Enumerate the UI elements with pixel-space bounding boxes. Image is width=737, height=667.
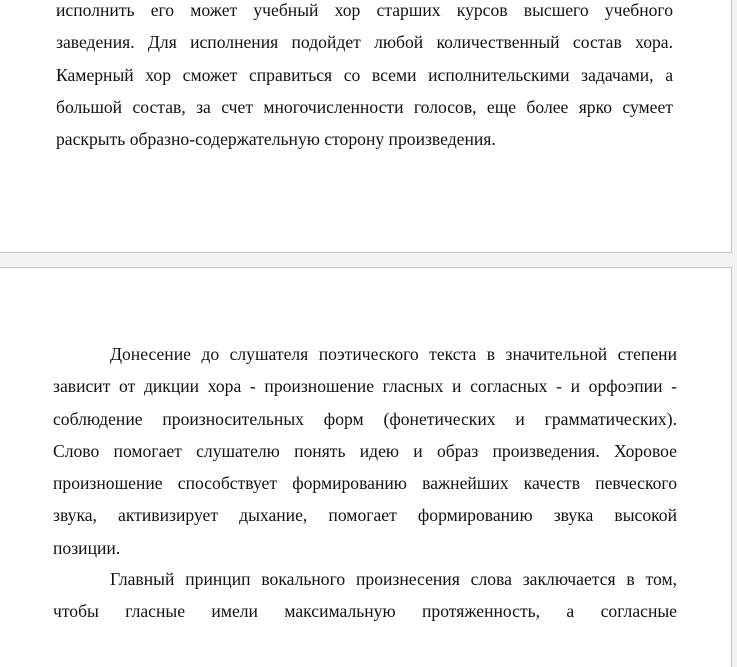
paragraph bbox=[56, 0, 673, 155]
paragraph bbox=[53, 563, 677, 628]
text-line: Главный принцип вокального произнесения слова заключается в том, bbox=[110, 569, 677, 589]
text-line: соблюдение произносительных форм (фонетических и грамматических). bbox=[53, 408, 677, 429]
text-line: Донесение до слушателя поэтического текста в значительной степени bbox=[110, 344, 677, 364]
text-line: большой состав, за счет многочисленности голосов, еще более ярко сумеет bbox=[56, 96, 673, 117]
text-line: произношение способствует формированию важнейших качеств певческого bbox=[53, 473, 677, 494]
text-line: чтобы гласные имели максимальную протяженность, а согласные bbox=[53, 601, 677, 622]
text-line: исполнить его может учебный хор старших курсов высшего учебного bbox=[56, 0, 673, 20]
text-line: раскрыть образно-содержательную сторону произведения. bbox=[56, 129, 496, 150]
document-page-2 bbox=[0, 267, 732, 667]
text-line: зависит от дикции хора - произношение гласных и согласных - и орфоэпии - bbox=[53, 376, 677, 397]
text-line: Камерный хор сможет справиться со всеми исполнительскими задачами, а bbox=[56, 64, 673, 85]
document-page-1 bbox=[0, 0, 732, 253]
text-line: позиции. bbox=[53, 537, 121, 558]
paragraph bbox=[53, 338, 677, 564]
text-line: Слово помогает слушателю понять идею и образ произведения. Хоровое bbox=[53, 440, 677, 461]
text-line: звука, активизирует дыхание, помогает формированию звука высокой bbox=[53, 505, 677, 526]
text-line: заведения. Для исполнения подойдет любой количественный состав хора. bbox=[56, 32, 673, 53]
